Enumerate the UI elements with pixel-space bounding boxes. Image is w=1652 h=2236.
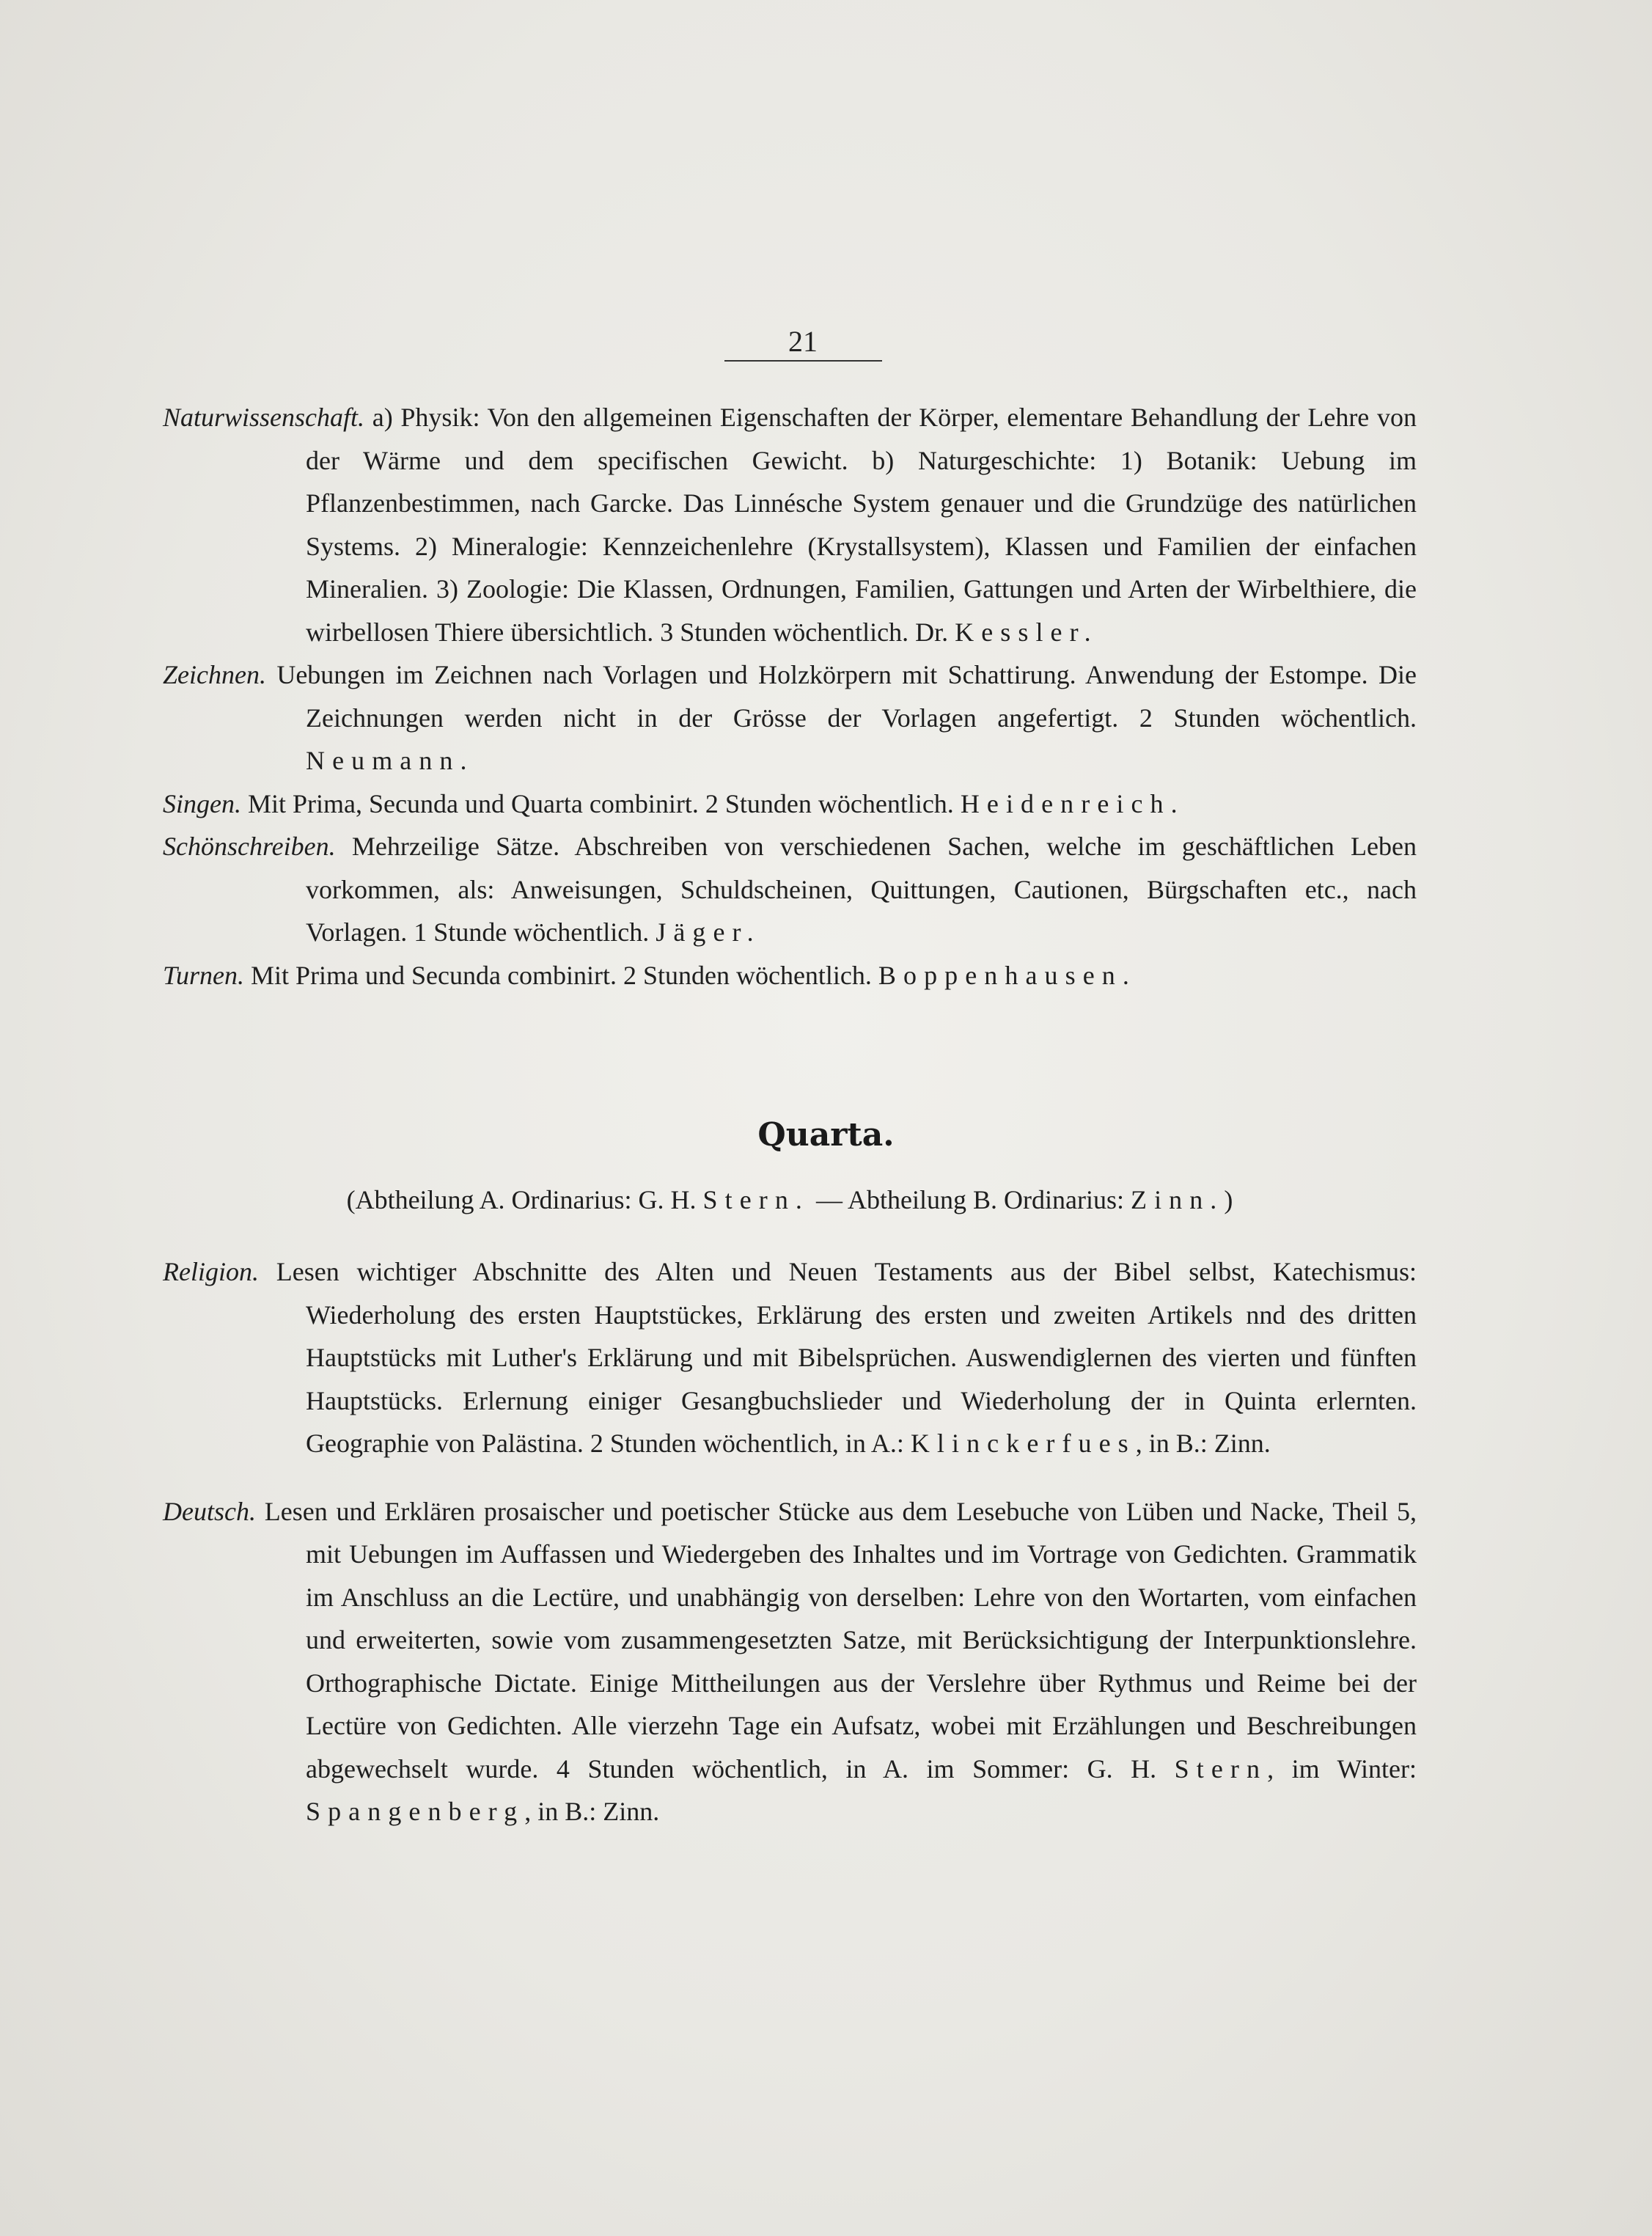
- teacher-name: Klinckerfues: [910, 1429, 1136, 1458]
- teacher-name-2: Spangenberg: [306, 1797, 525, 1826]
- entry-label: Zeichnen.: [163, 660, 266, 689]
- ordinarius-b: Zinn.: [1131, 1185, 1225, 1214]
- subheading-prefix: (Abtheilung A. Ordinarius: G. H.: [346, 1185, 703, 1214]
- page-number-rule: [724, 360, 882, 362]
- teacher-name: Stern: [1174, 1753, 1268, 1784]
- entry-label: Singen.: [163, 788, 241, 818]
- subheading-middle: — Abtheilung B. Ordinarius:: [810, 1185, 1131, 1214]
- entry-singen: [163, 782, 1417, 826]
- entry-label: Schönschreiben.: [163, 832, 336, 861]
- entry-zeichnen: [163, 653, 1417, 782]
- entry-turnen: [163, 954, 1417, 997]
- entry-naturwissenschaft: [163, 396, 1417, 653]
- teacher-name: Jäger.: [656, 917, 761, 947]
- entry-tail: , im Winter:: [1267, 1753, 1417, 1784]
- subjects-upper: [163, 396, 1417, 997]
- teacher-name: Boppenhausen.: [878, 960, 1137, 990]
- entry-text: Mit Prima, Secunda und Quarta combinirt. 2 Stunden wöchentlich.: [241, 788, 961, 818]
- teacher-name: Heidenreich.: [960, 788, 1185, 818]
- teacher-name: Kessler.: [955, 617, 1098, 647]
- entry-schoenschreiben: [163, 825, 1417, 954]
- entry-label: Religion.: [163, 1257, 259, 1286]
- entry-text: Uebungen im Zeichnen nach Vorlagen und Holzkörpern mit Schattirung. Anwendung der Estompe. Die Zeichnungen werden nicht in der Grösse der Vorlagen angefertigt. 2 Stunden wöchentlich.: [265, 660, 1417, 733]
- entry-tail-2: , in B.: Zinn.: [524, 1797, 660, 1826]
- subheading-suffix: ): [1224, 1185, 1233, 1214]
- section-heading: Quarta.: [757, 1116, 895, 1154]
- entry-religion: [163, 1250, 1417, 1465]
- entry-label: Naturwissenschaft.: [163, 403, 365, 432]
- page-number: 21: [788, 325, 818, 358]
- ordinarius-a: Stern.: [702, 1185, 810, 1214]
- entry-label: Turnen.: [163, 960, 245, 990]
- entry-text: Mehrzeilige Sätze. Abschreiben von verschiedenen Sachen, welche im geschäftlichen Leben vorkommen, als: Anweisungen, Schuldscheinen, Quittungen, Cautionen, Bürgschaften etc., nach Vorlagen. 1 Stunde wöchentlich.: [306, 832, 1417, 947]
- teacher-name-2: Zinn.: [1214, 1429, 1271, 1458]
- entry-label: Deutsch.: [163, 1496, 256, 1526]
- subjects-lower: [163, 1250, 1417, 1833]
- teacher-name: Neumann.: [306, 746, 474, 775]
- entry-tail: , in B.:: [1135, 1429, 1214, 1458]
- entry-deutsch: [163, 1490, 1417, 1833]
- entry-text: Mit Prima und Secunda combinirt. 2 Stunden wöchentlich.: [244, 960, 878, 990]
- entry-text: Lesen und Erklären prosaischer und poetischer Stücke aus dem Lesebuche von Lüben und Nacke, Theil 5, mit Uebungen im Auffassen und Wiedergeben des Inhaltes und im Vortrage von Gedichten. Grammatik im Anschluss an die Lectüre, und unabhängig von derselben: Lehre von den Wortarten, vom einfachen und erweiterten, sowie vom zusammengesetzten Satze, mit Berücksichtigung der Interpunktionslehre. Orthographische Dictate. Einige Mittheilungen aus der Verslehre über Rythmus und Reime bei der Lectüre von Gedichten. Alle vierzehn Tage ein Aufsatz, wobei mit Erzählungen und Beschreibungen abgewechselt wurde. 4 Stunden wöchentlich, in A. im Sommer: G. H.: [255, 1496, 1417, 1784]
- entry-text: Lesen wichtiger Abschnitte des Alten und Neuen Testaments aus der Bibel selbst, Katechismus: Wiederholung des ersten Hauptstückes, Erklärung des ersten und zweiten Artikels nnd des dritten Hauptstücks mit Luther's Erklärung und mit Bibelsprüchen. Auswendiglernen des vierten und fünften Hauptstücks. Erlernung einiger Gesangbuchslieder und Wiederholung der in Quinta erlernten. Geographie von Palästina. 2 Stunden wöchentlich, in A.:: [258, 1257, 1417, 1458]
- spacer: [163, 1465, 1417, 1490]
- entry-text: a) Physik: Von den allgemeinen Eigenschaften der Körper, elementare Behandlung der Lehre von der Wärme und dem specifischen Gewicht. b) Naturgeschichte: 1) Botanik: Uebung im Pflanzenbestimmen, nach Garcke. Das Linnésche System genauer und die Grundzüge des natürlichen Systems. 2) Mineralogie: Kennzeichenlehre (Krystallsystem), Klassen und Familien der einfachen Mineralien. 3) Zoologie: Die Klassen, Ordnungen, Familien, Gattungen und Arten der Wirbelthiere, die wirbellosen Thiere übersichtlich. 3 Stunden wöchentlich. Dr.: [306, 403, 1417, 647]
- section-subheading: [163, 1184, 1417, 1215]
